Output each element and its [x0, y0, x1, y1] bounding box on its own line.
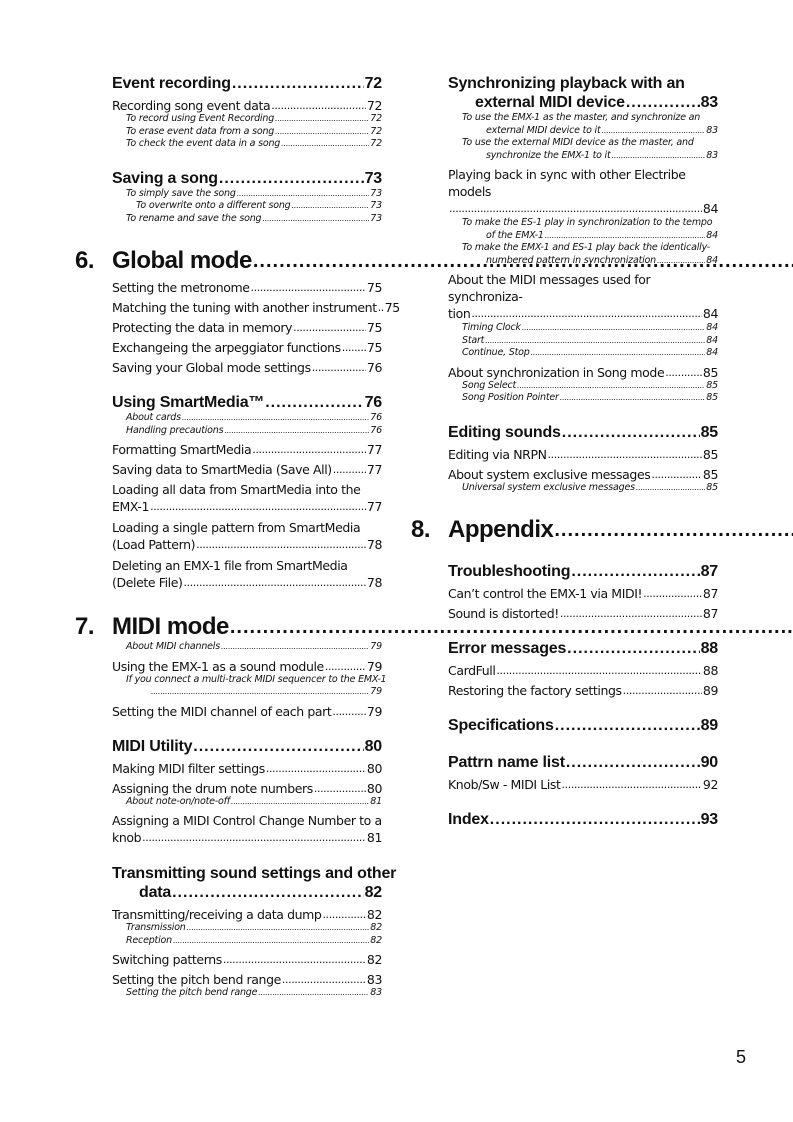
toc-entry: [112, 781, 382, 796]
entry-title: Troubleshooting: [448, 563, 571, 580]
page-ref: 85: [706, 379, 718, 391]
dot-leader: [471, 305, 702, 322]
dot-leader: [342, 340, 366, 355]
toc-subentry: [448, 392, 718, 405]
dot-leader: [237, 188, 370, 201]
page-ref: 82: [366, 952, 382, 967]
entry-title: Knob/Sw - MIDI List: [448, 777, 561, 792]
dot-leader: [172, 883, 363, 902]
toc-subentry: [112, 987, 382, 1000]
entry-title: knob: [112, 830, 142, 845]
page-ref: 72: [370, 113, 382, 124]
dot-leader: [231, 796, 369, 809]
entry-title: Can’t control the EMX-1 via MIDI!: [448, 586, 643, 601]
entry-title: Setting the pitch bend range: [112, 972, 281, 987]
entry-title: Editing via NRPN: [448, 446, 547, 462]
toc-subentry-line: [126, 686, 382, 699]
toc-entry: [112, 952, 382, 967]
page-ref: 85: [702, 466, 718, 482]
page-ref: 75: [384, 300, 400, 315]
page-ref: 89: [700, 717, 718, 734]
chapter-heading: [411, 516, 718, 544]
dot-leader: [265, 393, 363, 412]
entry-title: Making MIDI filter settings: [112, 760, 265, 776]
entry-title: Setting the pitch bend range: [126, 987, 258, 998]
entry-title: Universal system exclusive messages: [462, 481, 635, 493]
toc-subentry: [112, 641, 382, 654]
toc-entry: [112, 462, 382, 477]
page-ref: 78: [366, 575, 382, 590]
page-ref: 83: [700, 94, 718, 111]
toc-subentry-line: To make the EMX-1 and ES-1 play back the identically-: [462, 242, 710, 253]
entry-title: Index: [448, 811, 489, 828]
entry-title: Transmission: [126, 922, 186, 933]
section-heading: [448, 423, 718, 442]
toc-entry-line: [112, 498, 382, 515]
toc-subentry: [112, 113, 382, 126]
entry-title: To simply save the song: [126, 187, 236, 199]
dot-leader: [560, 392, 706, 405]
dot-leader: [651, 467, 702, 482]
section-heading: [112, 74, 382, 93]
toc-subentry-line: To use the EMX-1 as the master, and synchronize an: [462, 112, 701, 123]
toc-entry: [448, 606, 718, 621]
dot-leader: [150, 498, 366, 515]
entry-title: Song Select: [462, 379, 517, 391]
toc-entry: [112, 98, 382, 113]
page-ref: 72: [366, 98, 382, 113]
entry-title: To erase event data from a song: [126, 125, 275, 137]
entry-title: Specifications: [448, 717, 554, 734]
dot-leader: [196, 536, 366, 553]
page-ref: 82: [366, 907, 382, 922]
page-ref: 72: [370, 138, 382, 149]
chapter-number: 6.: [75, 247, 95, 274]
page-ref: 84: [706, 229, 718, 241]
toc-entry: [448, 166, 718, 217]
page-ref: 84: [706, 322, 718, 333]
dot-leader: [142, 829, 366, 846]
entry-title: synchronize the EMX-1 to it: [486, 149, 611, 161]
toc-entry: [448, 447, 718, 462]
dot-leader: [266, 761, 366, 776]
page-number: 5: [736, 1047, 747, 1067]
dot-leader: [193, 737, 363, 756]
dot-leader: [314, 781, 366, 796]
dot-leader: [224, 425, 369, 438]
entry-title: Handling precautions: [126, 424, 224, 436]
entry-title: external MIDI device: [475, 94, 625, 111]
page-ref: 75: [366, 340, 382, 355]
dot-leader: [281, 138, 369, 151]
toc-entry: [112, 481, 382, 515]
dot-leader: [571, 562, 699, 581]
entry-title: of the EMX-1: [486, 229, 544, 241]
toc-subentry: [112, 213, 382, 226]
dot-leader: [262, 213, 369, 226]
section-heading-line: [448, 93, 718, 112]
dot-leader: [657, 255, 705, 268]
entry-title: data: [139, 884, 172, 901]
dot-leader: [548, 447, 702, 462]
section-heading: [448, 74, 718, 112]
page-ref: 75: [366, 280, 382, 295]
page-ref: 85: [702, 364, 718, 380]
entry-title: Event recording: [112, 75, 231, 92]
toc-entry: [448, 663, 718, 678]
toc-subentry: [448, 137, 718, 162]
entry-title: tion: [448, 306, 471, 321]
toc-subentry-line: [462, 255, 718, 268]
page-ref: 77: [366, 442, 382, 457]
section-heading-line: Synchronizing playback with an: [448, 75, 685, 92]
page-ref: 76: [366, 360, 382, 375]
page-ref: 75: [366, 320, 382, 335]
dot-leader: [312, 360, 366, 375]
entry-title: Recording song event data: [112, 98, 271, 113]
entry-title: To overwrite onto a different song: [136, 200, 291, 211]
dot-leader: [151, 686, 369, 699]
page-ref: 93: [700, 811, 718, 828]
entry-title: CardFull: [448, 663, 496, 678]
toc-subentry-line: To use the external MIDI device as the master, and: [462, 137, 694, 148]
entry-title: Reception: [126, 934, 172, 946]
toc-right-column: [411, 74, 718, 829]
page-ref: 81: [366, 830, 382, 845]
toc-subentry: [448, 380, 718, 393]
dot-leader: [496, 663, 701, 678]
toc-entry: [112, 812, 382, 846]
page-ref: 72: [370, 125, 382, 137]
toc-subentry: [448, 347, 718, 360]
dot-leader: [665, 365, 702, 380]
page-ref: 76: [370, 424, 382, 436]
chapter-entry: [448, 516, 793, 544]
toc-entry: [112, 280, 382, 295]
page-ref: 88: [702, 663, 718, 678]
toc-entry: [112, 340, 382, 355]
page-ref: 77: [366, 499, 382, 514]
entry-title: Editing sounds: [448, 423, 561, 441]
dot-leader: [626, 93, 700, 112]
chapter-number: 7.: [75, 613, 95, 640]
toc-left-column: [75, 74, 400, 1000]
toc-entry-line: Playing back in sync with other Electribe models: [448, 167, 686, 199]
toc-entry: [112, 320, 382, 335]
toc-subentry: [448, 242, 718, 267]
toc-subentry-line: If you connect a multi-track MIDI sequencer to the EMX-1: [126, 673, 387, 685]
toc-entry: [112, 557, 382, 591]
dot-leader: [223, 952, 366, 967]
entry-title: MIDI mode: [112, 613, 229, 640]
dot-leader: [251, 280, 366, 295]
page-ref: 84: [706, 347, 718, 358]
dot-leader: [173, 935, 369, 948]
toc-subentry: [112, 126, 382, 139]
entry-title: To rename and save the song: [126, 212, 262, 224]
section-heading: [448, 810, 718, 829]
entry-title: Song Position Pointer: [462, 392, 559, 403]
toc-subentry-line: [462, 125, 718, 138]
entry-title: Switching patterns: [112, 952, 222, 967]
toc-subentry: [448, 112, 718, 137]
dot-leader: [562, 423, 700, 442]
page-ref: 79: [370, 641, 382, 652]
toc-subentry: [448, 217, 718, 242]
page-ref: 83: [706, 149, 718, 161]
page-ref: 83: [706, 124, 718, 136]
page-ref: 85: [706, 481, 718, 493]
page-ref: 80: [366, 780, 382, 796]
chapter-heading: [75, 247, 382, 275]
page-ref: 87: [702, 606, 718, 621]
page-ref: 84: [702, 306, 718, 321]
toc-subentry: [112, 935, 382, 948]
entry-title: EMX-1: [112, 499, 150, 514]
page-ref: 73: [370, 200, 382, 211]
dot-leader: [219, 169, 364, 188]
dot-leader: [252, 442, 366, 457]
chapter-number: 8.: [411, 516, 431, 543]
toc-subentry: [448, 335, 718, 348]
page-ref: 87: [700, 563, 718, 580]
page-ref: 82: [364, 884, 382, 901]
dot-leader: [292, 200, 370, 213]
entry-title: About note-on/note-off: [126, 795, 230, 807]
page-ref: 79: [366, 703, 382, 719]
page-ref: 79: [370, 686, 382, 697]
toc-entry-line: Loading all data from SmartMedia into the: [112, 482, 361, 497]
entry-title: Continue, Stop: [462, 347, 530, 358]
entry-title: (Delete File): [112, 575, 183, 590]
page-ref: 85: [706, 392, 718, 403]
section-heading-line: Transmitting sound settings and other: [112, 865, 397, 882]
dot-leader: [612, 150, 706, 163]
entry-title: (Load Pattern): [112, 537, 196, 552]
page-ref: 83: [370, 987, 382, 998]
page-ref: 89: [702, 683, 718, 698]
toc-entry: [112, 761, 382, 776]
section-heading: [448, 753, 718, 772]
dot-leader: [623, 683, 702, 698]
page-ref: 87: [702, 586, 718, 601]
dot-leader: [187, 922, 370, 935]
dot-leader: [636, 482, 705, 495]
entry-title: To record using Event Recording: [126, 113, 275, 124]
page-ref: 80: [364, 737, 382, 755]
entry-title: Using SmartMedia™: [112, 394, 265, 411]
page-ref: 73: [370, 187, 382, 199]
entry-title: Sound is distorted!: [448, 606, 559, 621]
dot-leader: [490, 810, 700, 829]
section-heading: [112, 169, 382, 188]
toc-entry: [448, 777, 718, 792]
toc-subentry-line: To make the ES-1 play in synchronization to the tempo: [462, 217, 713, 228]
page-ref: 85: [700, 423, 718, 441]
toc-entry: [112, 300, 400, 315]
toc-subentry: [112, 412, 382, 425]
page-ref: 84: [706, 254, 718, 266]
dot-leader: [567, 639, 699, 658]
toc-entry: [112, 704, 382, 719]
entry-title: Saving a song: [112, 169, 218, 187]
dot-leader: [531, 347, 706, 360]
section-heading-line: [112, 883, 382, 902]
page-ref: 80: [366, 760, 382, 776]
page-ref: 79: [366, 658, 382, 674]
toc-entry-line: [448, 305, 718, 322]
toc-entry-line: About the MIDI messages used for synchroniza-: [448, 272, 651, 304]
toc-entry: [112, 442, 382, 457]
page-ref: 72: [364, 75, 382, 92]
dot-leader: [378, 300, 384, 315]
toc-entry: [112, 972, 382, 987]
toc-entry: [112, 659, 382, 674]
entry-title: Transmitting/receiving a data dump: [112, 907, 322, 922]
page-ref: 82: [370, 922, 382, 933]
entry-title: Using the EMX-1 as a sound module: [112, 658, 324, 674]
toc-entry: [448, 683, 718, 698]
toc-entry-line: [448, 200, 718, 217]
dot-leader: [221, 641, 369, 654]
entry-title: About MIDI channels: [126, 641, 220, 652]
dot-leader: [258, 987, 369, 1000]
page-ref: 78: [366, 537, 382, 552]
toc-entry: [112, 519, 382, 553]
entry-title: Matching the tuning with another instrument: [112, 300, 377, 315]
toc-entry-line: [112, 536, 382, 553]
toc-entry: [448, 271, 718, 322]
toc-subentry: [112, 200, 382, 213]
toc-entry: [112, 360, 382, 375]
page-ref: 84: [706, 334, 718, 346]
entry-title: Protecting the data in memory: [112, 320, 293, 335]
entry-title: Saving your Global mode settings: [112, 360, 311, 375]
toc-subentry: [112, 673, 387, 699]
dot-leader: [332, 704, 366, 719]
entry-title: About system exclusive messages: [448, 466, 651, 482]
page-ref: 76: [370, 412, 382, 423]
toc-subentry: [112, 796, 382, 809]
entry-title: Setting the metronome: [112, 280, 250, 295]
dot-leader: [517, 380, 705, 393]
dot-leader: [566, 753, 700, 772]
entry-title: Restoring the factory settings: [448, 683, 622, 698]
entry-title: Error messages: [448, 640, 567, 657]
toc-subentry: [448, 482, 718, 495]
toc-subentry: [448, 322, 718, 335]
section-heading: [448, 639, 718, 658]
dot-leader: [282, 972, 366, 987]
entry-title: Pattrn name list: [448, 754, 565, 771]
toc-entry: [448, 467, 718, 482]
dot-leader: [322, 907, 365, 922]
dot-leader: [522, 322, 705, 335]
section-heading: [112, 393, 382, 412]
dot-leader: [271, 98, 366, 113]
page-ref: 73: [370, 212, 382, 224]
dot-leader: [485, 335, 705, 348]
dot-leader: [560, 606, 702, 621]
page-ref: 81: [370, 795, 382, 807]
page-ref: 90: [700, 754, 718, 771]
entry-title: external MIDI device to it: [486, 124, 601, 136]
entry-title: Saving data to SmartMedia (Save All): [112, 462, 332, 477]
entry-title: About cards: [126, 412, 181, 423]
entry-title: Appendix: [448, 516, 554, 543]
entry-title: numbered pattern in synchronization: [486, 254, 656, 266]
page-ref: 82: [370, 934, 382, 946]
page-ref: 88: [700, 640, 718, 657]
dot-leader: [182, 412, 369, 425]
entry-title: Timing Clock: [462, 322, 521, 333]
toc-entry: [448, 586, 718, 601]
entry-title: Start: [462, 334, 485, 346]
entry-title: Exchangeing the arpeggiator functions: [112, 340, 341, 355]
dot-leader: [555, 716, 700, 735]
toc-subentry: [112, 188, 382, 201]
section-heading: [448, 562, 718, 581]
dot-leader: [293, 320, 366, 335]
entry-title: Formatting SmartMedia: [112, 442, 252, 457]
dot-leader: [602, 125, 706, 138]
toc-subentry: [112, 425, 382, 438]
dot-leader: [562, 777, 702, 792]
entry-title: Global mode: [112, 247, 252, 274]
entry-title: Setting the MIDI channel of each part: [112, 703, 332, 719]
toc-subentry: [112, 922, 382, 935]
dot-leader: [232, 74, 364, 93]
entry-title: To check the event data in a song: [126, 138, 281, 149]
page-ref: 77: [366, 462, 382, 477]
toc-entry-line: [112, 574, 382, 591]
page-ref: 73: [364, 169, 382, 187]
section-heading: [448, 716, 718, 735]
toc-subentry: [112, 138, 382, 151]
dot-leader: [333, 462, 366, 477]
entry-title: About synchronization in Song mode: [448, 364, 665, 380]
dot-leader: [325, 659, 366, 674]
page-ref: 92: [702, 777, 718, 792]
dot-leader: [643, 586, 702, 601]
dot-leader: [184, 574, 366, 591]
toc-entry-line: [112, 829, 382, 846]
dot-leader: [554, 516, 793, 544]
page-ref: 85: [702, 446, 718, 462]
dot-leader: [275, 126, 369, 139]
dot-leader: [275, 113, 369, 126]
chapter-heading: [75, 613, 382, 641]
toc-entry: [112, 907, 382, 922]
page-ref: 84: [702, 201, 718, 216]
entry-title: MIDI Utility: [112, 737, 193, 755]
dot-leader: [449, 200, 702, 217]
page-ref: 76: [364, 394, 382, 411]
section-heading: [112, 864, 397, 902]
toc-entry: [448, 365, 718, 380]
toc-entry-line: Deleting an EMX-1 file from SmartMedia: [112, 558, 348, 573]
dot-leader: [545, 230, 706, 243]
section-heading: [112, 737, 382, 756]
toc-subentry-line: [462, 150, 718, 163]
toc-entry-line: Loading a single pattern from SmartMedia: [112, 520, 361, 535]
toc-subentry-line: [462, 230, 718, 243]
entry-title: Assigning the drum note numbers: [112, 780, 313, 796]
toc-entry-line: Assigning a MIDI Control Change Number to a: [112, 813, 382, 828]
page-ref: 83: [366, 972, 382, 987]
